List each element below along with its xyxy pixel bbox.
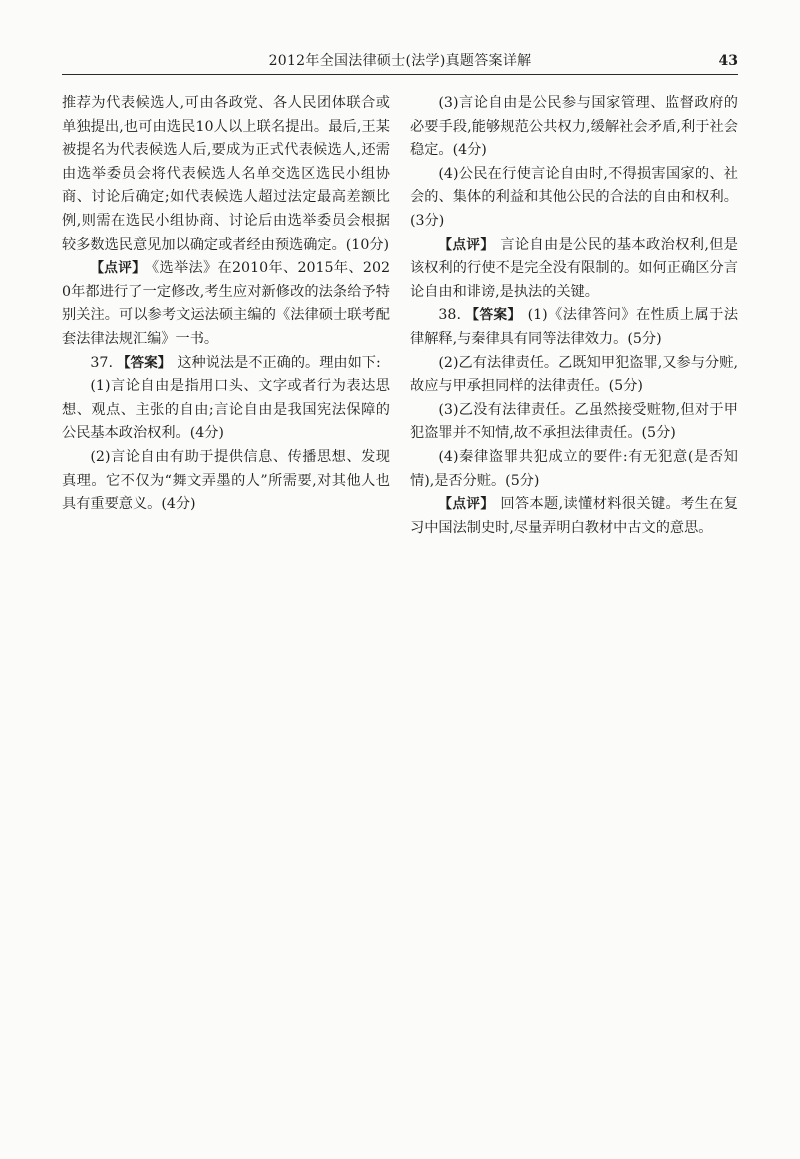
question-38-answer-heading — [410, 304, 738, 351]
answer-point-4: (4)公民在行使言论自由时,不得损害国家的、社会的、集体的利益和其他公民的合法的自由和权利。(3分) — [410, 165, 738, 229]
header-title: 2012年全国法律硕士(法学)真题答案详解 — [268, 53, 532, 69]
question-37-answer-heading — [62, 352, 390, 376]
commentary-text: 《选举法》在2010年、2015年、2020年都进行了一定修改,考生应对新修改的法条给予特别关注。可以参考文运法硕主编的《法律硕士联考配套法律法规汇编》一书。 — [62, 260, 390, 347]
right-column — [410, 92, 738, 540]
answer-point-1-text: (1)《法律答问》在性质上属于法律解释,与秦律具有同等法律效力。(5分) — [410, 307, 739, 347]
question-number: 38. — [438, 307, 461, 324]
answer-tag: 【答案】 — [116, 354, 172, 371]
answer-point-2: (2)言论自由有助于提供信息、传播思想、发现真理。它不仅为“舞文弄墨的人”所需要,对其他人也具有重要意义。(4分) — [62, 448, 390, 513]
answer-point-4: (4)秦律盗罪共犯成立的要件:有无犯意(是否知情),是否分赃。(5分) — [410, 448, 738, 489]
commentary-tag: 【点评】 — [438, 236, 495, 253]
answer-tag: 【答案】 — [464, 307, 522, 324]
page-number: 43 — [718, 53, 738, 69]
commentary-tag: 【点评】 — [90, 260, 147, 277]
question-number: 37. — [90, 354, 113, 371]
commentary-paragraph — [410, 234, 738, 305]
left-column — [62, 92, 390, 517]
commentary-paragraph — [410, 493, 738, 540]
commentary-text: 回答本题,读懂材料很关键。考生在复习中国法制史时,尽量弄明白教材中古文的意思。 — [410, 496, 738, 536]
answer-point-3: (3)言论自由是公民参与国家管理、监督政府的必要手段,能够规范公共权力,缓解社会矛盾,利于社会稳定。(4分) — [410, 95, 738, 159]
commentary-paragraph — [62, 257, 390, 351]
commentary-text: 言论自由是公民的基本政治权利,但是该权利的行使不是完全没有限制的。如何正确区分言论自由和诽谤,是执法的关键。 — [410, 236, 738, 300]
answer-point-3: (3)乙没有法律责任。乙虽然接受赃物,但对于甲犯盗罪并不知情,故不承担法律责任。(5分) — [410, 401, 738, 442]
answer-point-1: (1)言论自由是指用口头、文字或者行为表达思想、观点、主张的自由;言论自由是我国宪法保障的公民基本政治权利。(4分) — [62, 378, 390, 442]
answer-point-2: (2)乙有法律责任。乙既知甲犯盗罪,又参与分赃,故应与甲承担同样的法律责任。(5分) — [410, 354, 738, 395]
commentary-tag: 【点评】 — [438, 496, 495, 513]
running-header — [62, 52, 738, 75]
election-answer-paragraph: 推荐为代表候选人,可由各政党、各人民团体联合或单独提出,也可由选民10人以上联名提出。最后,王某被提名为代表候选人后,要成为正式代表候选人,还需由选举委员会将代表候选人名单交选区选民小组协商、讨论后确定;如代表候选人超过法定最高差额比例,则需在选民小组协商、讨论后由选举委员会根据较多数选民意见加以确定或者经由预选确定。(10分) — [62, 95, 390, 253]
answer-intro-text: 这种说法是不正确的。理由如下: — [177, 354, 381, 371]
